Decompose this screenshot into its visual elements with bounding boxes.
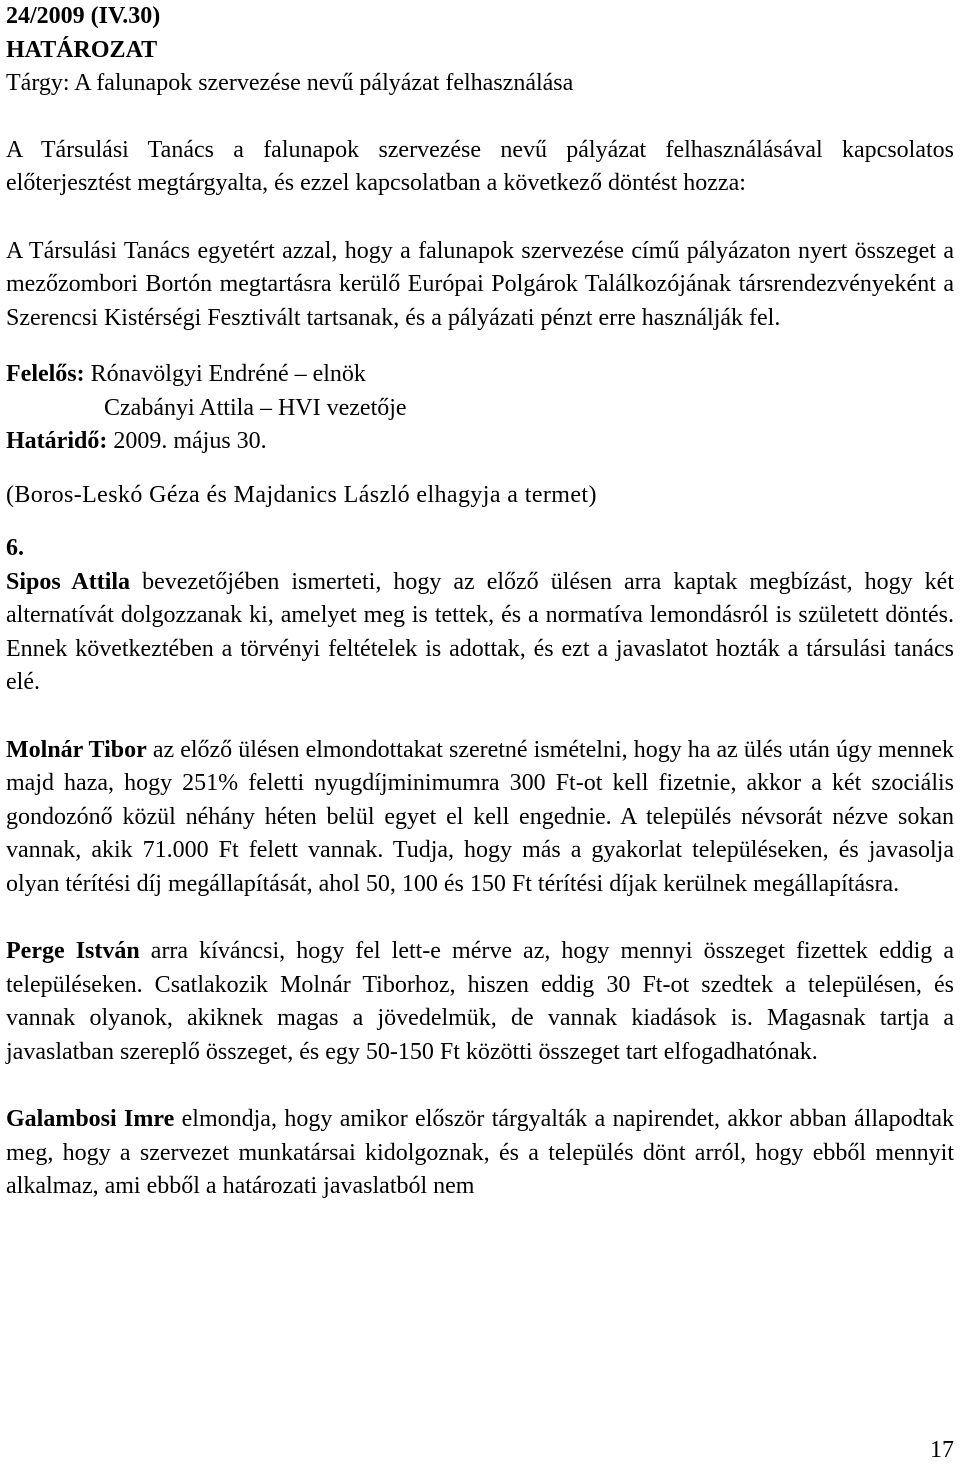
speaker-paragraph-2 [6, 734, 954, 902]
document-page [6, 0, 954, 1204]
responsible-line [6, 358, 954, 392]
speaker-paragraph-3 [6, 935, 954, 1069]
resolution-intro: A Társulási Tanács a falunapok szervezése nevű pályázat felhasználásával kapcsolatos előterjesztést megtárgyalta, és ezzel kapcsolatban a következő döntést hozza: [6, 136, 954, 196]
subject-line: Tárgy: A falunapok szervezése nevű pályázat felhasználása [6, 70, 574, 96]
speaker-paragraph-1 [6, 566, 954, 700]
speaker-text-2: az előző ülésen elmondottakat szeretné ismételni, hogy ha az ülés után úgy mennek majd haza, hogy 251% feletti nyugdíjminimumra 300 Ft-ot kell fizetnie, akkor a két szociális gondozónő közül néhány héten belül egyet el kell engednie. A település névsorát nézve sokan vannak, akik 71.000 Ft felett vannak. Tudja, hogy más a gyakorlat településeken, és javasolja olyan térítési díj megállapítását, ahol 50, 100 és 150 Ft térítési díjak kerülnek megállapításra. [6, 736, 954, 897]
deadline-value: 2009. május 30. [113, 428, 267, 454]
speaker-text-4: elmondja, hogy amikor először tárgyalták a napirendet, akkor abban állapodtak meg, hogy a szervezet munkatársai kidolgoznak, és a település dönt arról, hogy ebből mennyit alkalmaz, ami ebből a határozati javaslatból nem [6, 1106, 954, 1199]
speaker-name-3: Perge István [6, 938, 140, 964]
resolution-title: HATÁROZAT [6, 36, 158, 63]
deadline-label: Határidő: [6, 428, 108, 454]
speaker-name-2: Molnár Tibor [6, 736, 147, 763]
responsible-person-1: Rónavölgyi Endréné – elnök [90, 361, 366, 387]
agenda-item-number: 6. [6, 535, 24, 561]
speaker-name-1: Sipos Attila [6, 568, 131, 595]
session-note: (Boros-Leskó Géza és Majdanics László elhagyja a termet) [6, 481, 597, 508]
resolution-decision: A Társulási Tanács egyetért azzal, hogy a falunapok szervezése című pályázaton nyert összeget a mezőzombori Bortón megtartásra kerülő Európai Polgárok Találkozójának társrendezvényeként a Szerencsi Kistérségi Fesztivált tartsanak, és a pályázati pénzt erre használják fel. [6, 237, 954, 331]
speaker-text-1: bevezetőjében ismerteti, hogy az előző ülésen arra kaptak megbízást, hogy két alternatívát dolgozzanak ki, amelyet meg is tettek, és a normatíva lemondásról is született döntés. Ennek következtében a törvényi feltételek is adottak, és ezt a javaslatot hozták a társulási tanács elé. [6, 568, 955, 695]
speaker-paragraph-4 [6, 1103, 954, 1204]
page-number: 17 [930, 1437, 954, 1463]
responsible-person-2: Czabányi Attila – HVI vezetője [104, 394, 407, 421]
speaker-text-3: arra kíváncsi, hogy fel lett-e mérve az, hogy mennyi összeget fizettek eddig a településeken. Csatlakozik Molnár Tiborhoz, hiszen eddig 30 Ft-ot szedtek a településen, és vannak olyanok, akiknek magas a jövedelmük, de vannak kiadások is. Magasnak tartja a javaslatban szereplő összeget, és egy 50-150 Ft közötti összeget tart elfogadhatónak. [6, 938, 955, 1065]
speaker-name-4: Galambosi Imre [6, 1106, 175, 1132]
resolution-number: 24/2009 (IV.30) [6, 3, 161, 29]
deadline-line [6, 425, 954, 459]
responsible-label: Felelős: [6, 361, 85, 387]
